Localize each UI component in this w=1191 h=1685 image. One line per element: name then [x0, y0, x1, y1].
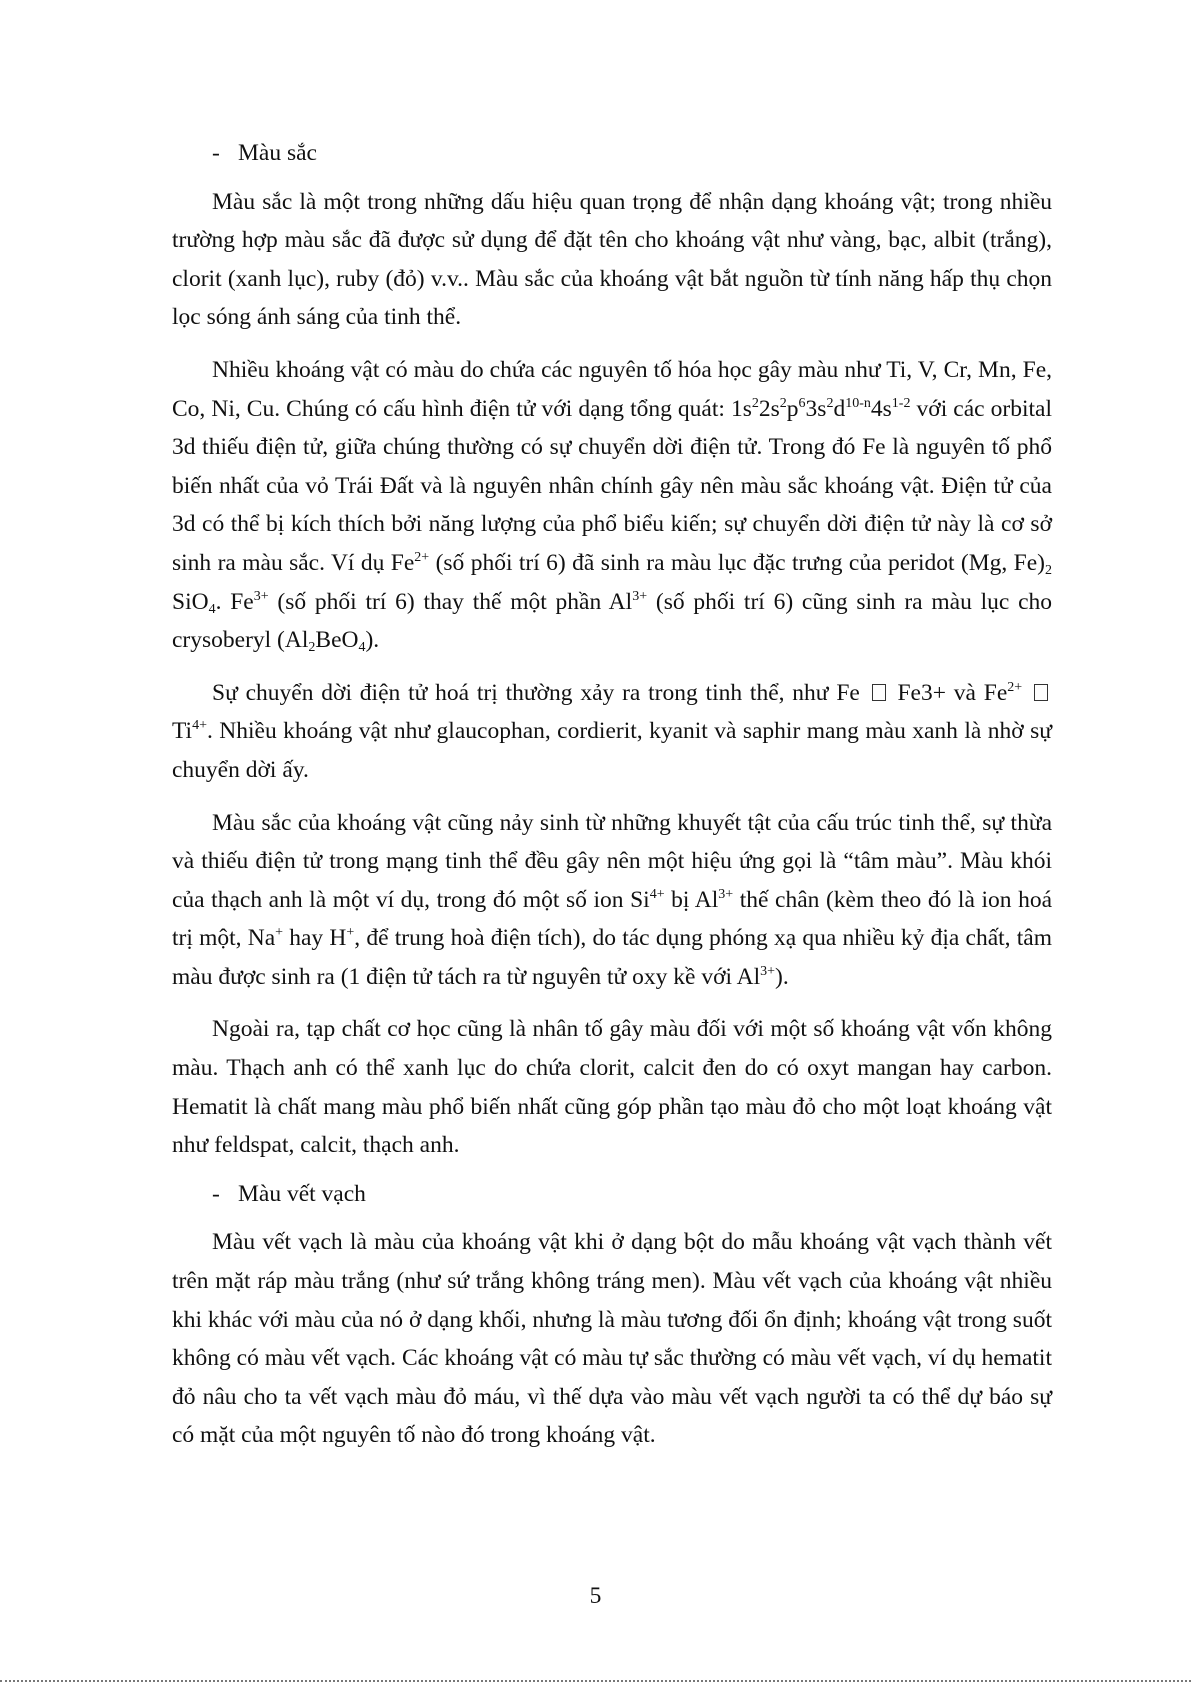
paragraph-3: Sự chuyển dời điện tử hoá trị thường xảy ra trong tinh thể, như Fe Fe3+ và $Fe^{2+}$ $Ti^{4+}$. Nhiều khoáng vật như glaucophan, cordierit, kyanit và saphir mang màu xanh là nhờ sự chuyển dời ấy. [172, 679, 1052, 783]
bottom-divider [0, 1680, 1191, 1682]
paragraph-4: Màu sắc của khoáng vật cũng nảy sinh từ những khuyết tật của cấu trúc tinh thể, sự thừa và thiếu điện tử trong mạng tinh thể đều gây nên một hiệu ứng gọi là “tâm màu”. Màu khói của thạch anh là một ví dụ, trong đó một số ion $Si^{4+}$ bị $Al^{3+}$ thế chân (kèm theo đó là ion hoá trị một, Na+ hay H+, để trung hoà điện tích), do tác dụng phóng xạ qua nhiều kỷ địa chất, tâm màu được sinh ra (1 điện tử tách ra từ nguyên tử oxy kề với $Al^{3+}$). [172, 809, 1053, 990]
page-number: 5 [589, 1583, 602, 1609]
heading-text: Màu sắc [238, 140, 317, 166]
section-heading-mau-vet-vach [172, 1175, 1052, 1214]
document-body [172, 134, 1052, 1469]
heading-text: Màu vết vạch [238, 1180, 366, 1207]
list-dash: - [212, 1180, 220, 1207]
section-heading-mau-sac [172, 134, 1052, 173]
missing-arrow-glyph-icon [1034, 684, 1048, 701]
missing-arrow-glyph-icon [872, 684, 886, 701]
list-dash: - [212, 140, 220, 166]
paragraph-6: Màu vết vạch là màu của khoáng vật khi ở dạng bột do mẫu khoáng vật vạch thành vết trên mặt ráp màu trắng (như sứ trắng không tráng men). Màu vết vạch của khoáng vật nhiều khi khác với màu của nó ở dạng khối, nhưng là màu tương đối ổn định; khoáng vật trong suốt không có màu vết vạch. Các khoáng vật có màu tự sắc thường có màu vết vạch, ví dụ hematit đỏ nâu cho ta vết vạch màu đỏ máu, vì thế dựa vào màu vết vạch người ta có thể dự báo sự có mặt của một nguyên tố nào đó trong khoáng vật. [172, 1229, 1052, 1449]
paragraph-2: Nhiều khoáng vật có màu do chứa các nguyên tố hóa học gây màu như Ti, V, Cr, Mn, Fe, Co, Ni, Cu. Chúng có cấu hình điện tử với dạng tổng quát: $1s^22s^2p^63s^2d^{10-n}4s^{1-2}$ với các orbital 3d thiếu điện tử, giữa chúng thường có sự chuyển dời điện tử. Trong đó Fe là nguyên tố phổ biến nhất của vỏ Trái Đất và là nguyên nhân chính gây nên màu sắc khoáng vật. Điện tử của 3d có thể bị kích thích bởi năng lượng của phổ biểu kiến; sự chuyển dời điện tử này là cơ sở sinh ra màu sắc. Ví dụ $Fe^{2+}$ (số phối trí 6) đã sinh ra màu lục đặc trưng của peridot (Mg, $Fe)_2$ SiO$_4$. $Fe^{3+}$ (số phối trí 6) thay thế một phần $Al^{3+}$ (số phối trí 6) cũng sinh ra màu lục cho crysoberyl $(Al_2BeO_4)$. [172, 356, 1053, 656]
paragraph-5: Ngoài ra, tạp chất cơ học cũng là nhân tố gây màu đối với một số khoáng vật vốn không màu. Thạch anh có thể xanh lục do chứa clorit, calcit đen do có oxyt mangan hay carbon. Hematit là chất mang màu phổ biến nhất cũng góp phần tạo màu đỏ cho một loạt khoáng vật như feldspat, calcit, thạch anh. [172, 1016, 1052, 1159]
paragraph-1: Màu sắc là một trong những dấu hiệu quan trọng để nhận dạng khoáng vật; trong nhiều trường hợp màu sắc đã được sử dụng để đặt tên cho khoáng vật như vàng, bạc, albit (trắng), clorit (xanh lục), ruby (đỏ) v.v.. Màu sắc của khoáng vật bắt nguồn từ tính năng hấp thụ chọn lọc sóng ánh sáng của tinh thể. [172, 188, 1052, 331]
